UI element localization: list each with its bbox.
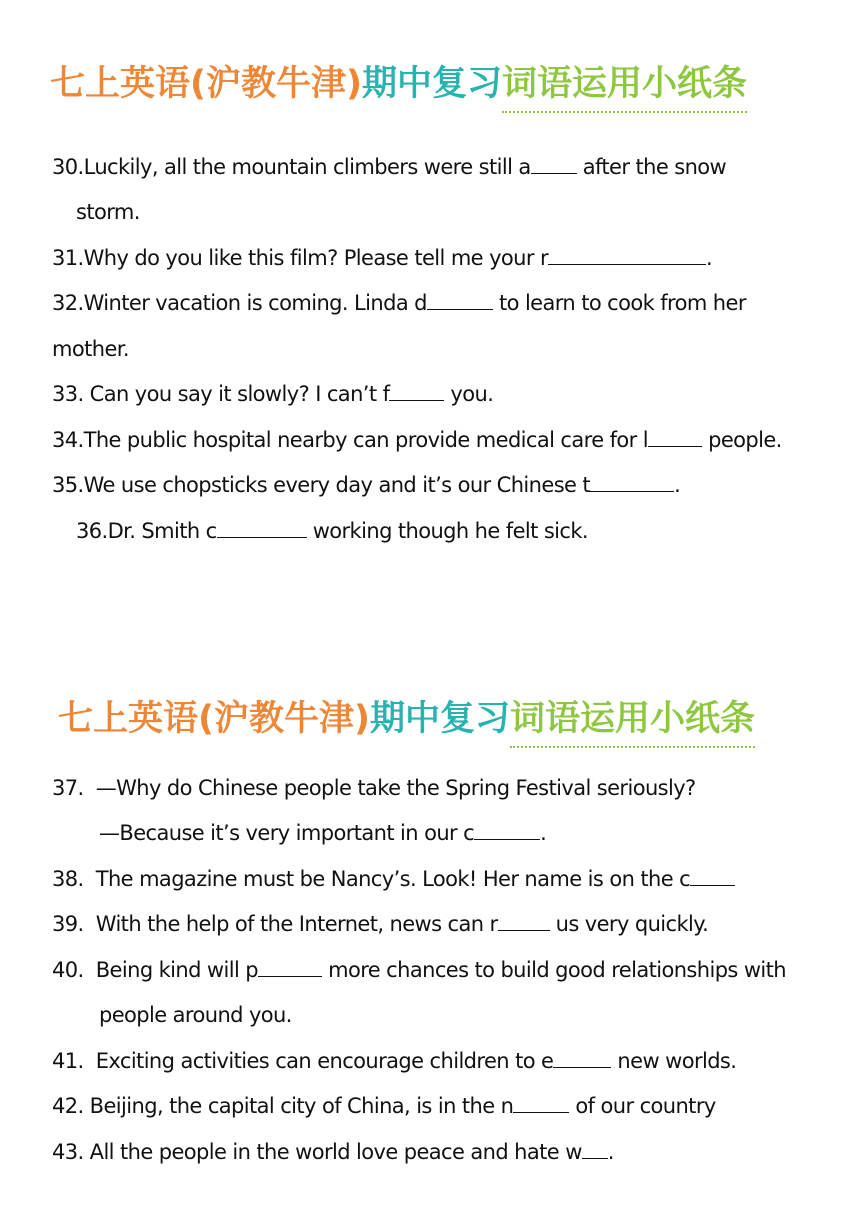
question-text: 36.Dr. Smith c	[76, 519, 217, 543]
question-38	[52, 864, 735, 894]
question-text: working though he felt sick.	[306, 519, 589, 543]
question-text: you.	[444, 382, 494, 406]
answer-blank[interactable]	[690, 867, 735, 886]
question-37-answer	[99, 818, 546, 848]
question-39	[52, 909, 708, 939]
question-text: more chances to build good relationships with	[322, 958, 787, 982]
section1-title	[50, 58, 747, 113]
question-30-continued	[76, 197, 140, 227]
question-text: 35.We use chopsticks every day and it’s our Chinese t	[52, 473, 591, 497]
question-31	[52, 243, 712, 273]
question-37	[52, 773, 696, 803]
title-part-topic: 词语运用小纸条	[502, 58, 747, 113]
answer-blank[interactable]	[648, 428, 702, 447]
question-text: .	[674, 473, 681, 497]
question-text: 37. —Why do Chinese people take the Spring Festival seriously?	[52, 776, 696, 800]
question-34	[52, 425, 782, 455]
question-text: of our country	[569, 1094, 716, 1118]
question-40	[52, 955, 786, 985]
question-text: 38. The magazine must be Nancy’s. Look! Her name is on the c	[52, 867, 691, 891]
answer-blank[interactable]	[217, 519, 307, 538]
question-text: new worlds.	[611, 1049, 737, 1073]
question-text: storm.	[76, 200, 140, 224]
answer-blank[interactable]	[582, 1140, 608, 1159]
section2-title	[58, 693, 755, 748]
answer-blank[interactable]	[548, 246, 706, 265]
title-part-course: 七上英语(沪教牛津)	[50, 64, 362, 104]
question-text: 33. Can you say it slowly? I can’t f	[52, 382, 390, 406]
question-text: 43. All the people in the world love peace and hate w	[52, 1140, 582, 1164]
question-text: to learn to cook from her	[492, 291, 746, 315]
answer-blank[interactable]	[258, 958, 322, 977]
question-30	[52, 152, 726, 182]
answer-blank[interactable]	[498, 912, 550, 931]
question-text: 34.The public hospital nearby can provide medical care for l	[52, 428, 649, 452]
title-part-review: 期中复习	[362, 64, 503, 104]
question-43	[52, 1137, 614, 1167]
answer-blank[interactable]	[389, 382, 444, 401]
question-text: 30.Luckily, all the mountain climbers were still a	[52, 155, 531, 179]
question-text: 40. Being kind will p	[52, 958, 259, 982]
question-41	[52, 1046, 736, 1076]
answer-blank[interactable]	[513, 1094, 569, 1113]
question-text: after the snow	[576, 155, 727, 179]
question-text: mother.	[52, 337, 129, 361]
answer-blank[interactable]	[474, 821, 540, 840]
title-part-course: 七上英语(沪教牛津)	[58, 699, 370, 739]
question-text: 31.Why do you like this film? Please tell me your r	[52, 246, 549, 270]
question-42	[52, 1091, 716, 1121]
answer-blank[interactable]	[531, 155, 577, 174]
question-text: —Because it’s very important in our c	[99, 821, 475, 845]
title-part-topic: 词语运用小纸条	[510, 693, 755, 748]
question-text: us very quickly.	[549, 912, 709, 936]
question-text: 32.Winter vacation is coming. Linda d	[52, 291, 427, 315]
title-part-review: 期中复习	[370, 699, 511, 739]
answer-blank[interactable]	[590, 473, 674, 492]
question-text: people around you.	[99, 1003, 292, 1027]
answer-blank[interactable]	[553, 1049, 611, 1068]
question-text: 42. Beijing, the capital city of China, is in the n	[52, 1094, 514, 1118]
question-36	[76, 516, 588, 546]
question-text: people.	[702, 428, 782, 452]
question-text: .	[607, 1140, 614, 1164]
question-40-continued	[99, 1000, 292, 1030]
question-text: 39. With the help of the Internet, news can r	[52, 912, 498, 936]
question-text: .	[706, 246, 713, 270]
question-35	[52, 470, 680, 500]
question-32-continued	[52, 334, 129, 364]
question-text: 41. Exciting activities can encourage children to e	[52, 1049, 554, 1073]
question-33	[52, 379, 493, 409]
answer-blank[interactable]	[427, 291, 493, 310]
question-32	[52, 288, 746, 318]
question-text: .	[540, 821, 547, 845]
